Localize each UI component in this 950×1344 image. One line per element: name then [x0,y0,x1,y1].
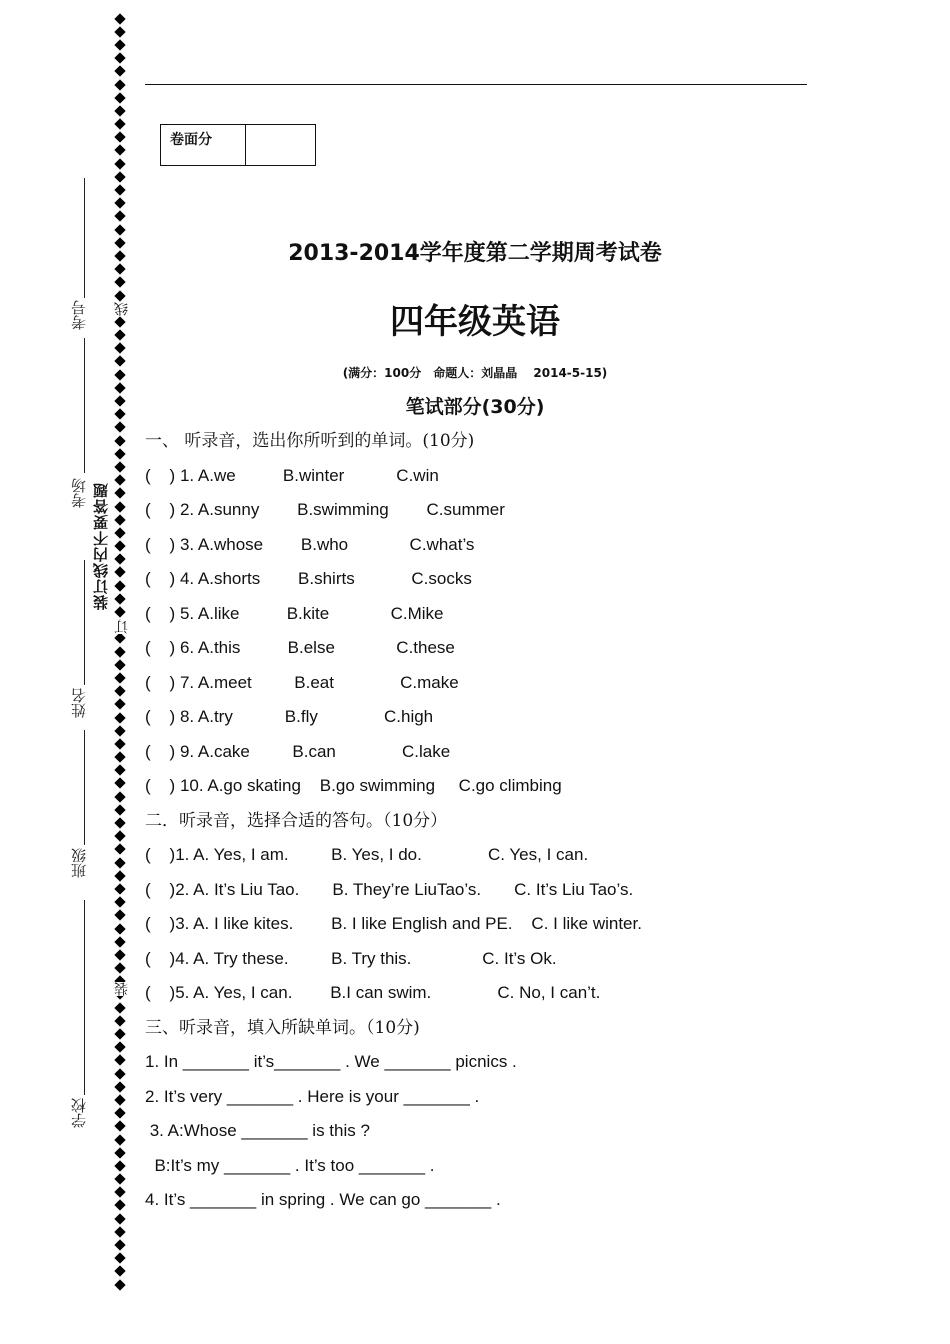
exam-number-label: 考号 [70,300,88,330]
binding-diamond [114,488,125,499]
binding-diamond [114,883,125,894]
binding-diamond [114,1068,125,1079]
s1-question-8: ( ) 8. A.try B.fly C.high [145,707,434,726]
binding-diamond [114,13,125,24]
score-box-value[interactable] [246,125,315,165]
binding-diamond [114,422,125,433]
s2-question-3: ( )3. A. I like kites. B. I like English and PE. C. I like winter. [145,914,642,933]
binding-diamond [114,646,125,657]
s2-question-2: ( )2. A. It’s Liu Tao. B. They’re LiuTao’s. C. It’s Liu Tao’s. [145,879,634,899]
binding-diamond [114,1028,125,1039]
s1-question-6: ( ) 6. A.this B.else C.these [145,638,455,657]
s1-question-10: ( ) 10. A.go skating B.go swimming C.go climbing [145,776,562,795]
binding-diamond [114,79,125,90]
binding-diamond [114,26,125,37]
binding-diamond [114,1213,125,1224]
binding-diamond [114,171,125,182]
binding-char-order: 订 [114,620,130,634]
binding-diamond [114,1055,125,1066]
binding-diamond [114,145,125,156]
binding-diamond [114,778,125,789]
binding-diamond [114,685,125,696]
binding-diamond [114,725,125,736]
binding-diamond [114,593,125,604]
binding-diamond [114,936,125,947]
binding-diamond [114,105,125,116]
exam-room-label: 考场 [70,478,88,508]
binding-diamond [114,633,125,644]
binding-diamond [114,118,125,129]
binding-diamond [114,1200,125,1211]
binding-char-bind: 装 [114,982,130,996]
score-box-label: 卷面分 [161,125,246,165]
s3-question-3a: 3. A:Whose _______ is this ? [145,1121,370,1140]
class-blank [84,730,85,845]
binding-diamond [114,791,125,802]
binding-diamond [114,844,125,855]
s1-question-1: ( ) 1. A.we B.winter C.win [145,465,439,485]
s1-question-2: ( ) 2. A.sunny B.swimming C.summer [145,500,505,519]
binding-diamond [114,1081,125,1092]
binding-diamond [114,66,125,77]
binding-diamond [114,527,125,538]
section-1-title: 一、 听录音，选出你所听到的单词。(10分) [145,431,475,451]
binding-diamond [114,817,125,828]
s1-question-9: ( ) 9. A.cake B.can C.lake [145,741,451,761]
binding-diamond [114,962,125,973]
binding-diamond [114,1147,125,1158]
binding-diamond [114,699,125,710]
binding-diamond [114,1121,125,1132]
score-box [160,124,316,166]
binding-diamond [114,1173,125,1184]
binding-diamond [114,1134,125,1145]
binding-diamond [114,343,125,354]
binding-diamond [114,211,125,222]
s2-question-1: ( )1. A. Yes, I am. B. Yes, I do. C. Yes, I can. [145,845,589,864]
s3-question-1: 1. In _______ it’s_______ . We _______ picnics . [145,1052,517,1071]
binding-diamond [114,1187,125,1198]
school-label: 学校 [70,1098,88,1128]
binding-diamond [114,1226,125,1237]
s1-question-7: ( ) 7. A.meet B.eat C.make [145,672,459,692]
subject-title: 四年级英语 [390,302,560,342]
binding-diamond [114,1253,125,1264]
school-blank [84,900,85,1095]
binding-diamond [114,461,125,472]
binding-diamond [114,554,125,565]
binding-diamond [114,501,125,512]
binding-diamond [114,580,125,591]
section-2-title: 二．听录音，选择合适的答句。（10分） [145,810,448,831]
binding-diamond [114,712,125,723]
binding-diamond [114,923,125,934]
binding-diamond [114,1094,125,1105]
binding-diamond [114,765,125,776]
binding-diamond [114,751,125,762]
part-title: 笔试部分(30分) [405,396,545,418]
s2-question-4: ( )4. A. Try these. B. Try this. C. It’s Ok. [145,948,557,968]
binding-diamond [114,567,125,578]
binding-diamond [114,198,125,209]
binding-diamond [114,277,125,288]
binding-diamond [114,831,125,842]
binding-diamond [114,1107,125,1118]
s3-question-2: 2. It’s very _______ . Here is your _______ . [145,1086,480,1106]
binding-diamond [114,1279,125,1290]
class-label: 班级 [70,848,88,878]
binding-diamond [114,672,125,683]
s1-question-5: ( ) 5. A.like B.kite C.Mike [145,603,444,623]
exam-meta: (满分：100分 命题人：刘晶晶 2014-5-15) [342,366,608,380]
s3-question-4: 4. It’s _______ in spring . We can go _______ . [145,1190,501,1209]
binding-diamond [114,39,125,50]
binding-diamond [114,606,125,617]
s3-question-3b: B:It’s my _______ . It’s too _______ . [145,1155,435,1175]
binding-diamond [114,158,125,169]
binding-diamond [114,224,125,235]
binding-diamond [114,804,125,815]
binding-diamond [114,435,125,446]
s1-question-4: ( ) 4. A.shorts B.shirts C.socks [145,569,472,588]
top-rule [145,84,807,85]
binding-diamond [114,184,125,195]
binding-diamond [114,92,125,103]
binding-diamond [114,474,125,485]
binding-diamond [114,52,125,63]
binding-diamond [114,910,125,921]
question-content [145,428,865,1222]
s2-question-5: ( )5. A. Yes, I can. B.I can swim. C. No, I can’t. [145,983,601,1002]
name-label: 姓名 [70,688,88,718]
binding-diamond [114,1002,125,1013]
section-3-title: 三、听录音，填入所缺单词。（10分) [145,1017,420,1038]
binding-diamond [114,1160,125,1171]
binding-diamond-column [112,12,128,1302]
binding-diamond [114,857,125,868]
binding-diamond [114,1042,125,1053]
binding-diamond [114,1015,125,1026]
binding-char-line: 线 [114,302,130,316]
binding-diamond [114,540,125,551]
binding-diamond [114,896,125,907]
binding-warning: 装订线内不要答题 [92,482,110,610]
binding-diamond [114,659,125,670]
binding-diamond [114,132,125,143]
binding-diamond [114,1266,125,1277]
binding-diamond [114,514,125,525]
binding-diamond [114,949,125,960]
binding-diamond [114,870,125,881]
exam-title: 2013-2014学年度第二学期周考试卷 [288,241,662,266]
binding-diamond [114,1239,125,1250]
s1-question-3: ( ) 3. A.whose B.who C.what’s [145,534,475,554]
name-blank [84,560,85,685]
binding-diamond [114,738,125,749]
binding-diamond [114,448,125,459]
